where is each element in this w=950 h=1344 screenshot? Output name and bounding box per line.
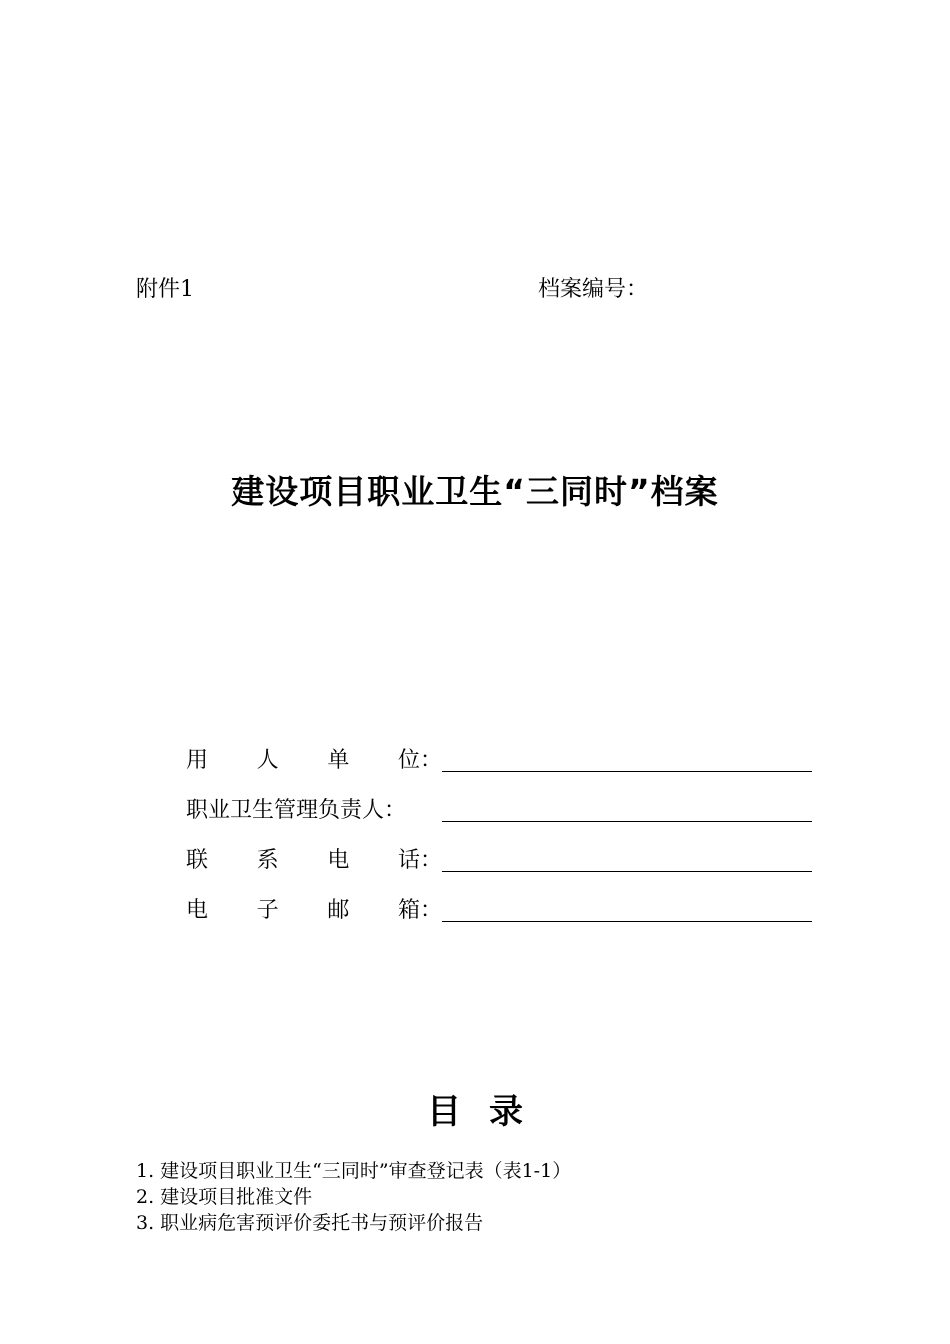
email-row — [186, 894, 442, 924]
label-char: 位： — [397, 748, 442, 773]
employer-row — [186, 744, 442, 774]
page-title: 建设项目职业卫生“三同时”档案 — [231, 472, 719, 511]
phone-row — [186, 844, 442, 874]
label-char: 子 — [256, 898, 279, 923]
label-char: 话： — [397, 848, 442, 873]
label-char: 用 — [186, 748, 209, 773]
phone-field[interactable] — [442, 870, 812, 872]
label-char: 邮 — [327, 898, 350, 923]
health-manager-field[interactable] — [442, 820, 812, 822]
email-label — [186, 893, 442, 924]
toc-item: 2. 建设项目批准文件 — [136, 1186, 313, 1208]
label-char: 单 — [327, 748, 350, 773]
label-char: 人 — [256, 748, 279, 773]
toc-title: 目录 — [427, 1092, 551, 1132]
archive-number-label: 档案编号： — [538, 277, 649, 302]
label-text: 职业卫生管理负责人： — [186, 798, 407, 823]
label-char: 系 — [256, 848, 279, 873]
phone-label — [186, 843, 442, 874]
employer-label — [186, 743, 442, 774]
employer-field[interactable] — [442, 770, 812, 772]
health-manager-row — [186, 794, 442, 824]
toc-item: 1. 建设项目职业卫生“三同时”审查登记表（表1-1） — [136, 1160, 572, 1182]
label-char: 联 — [186, 848, 209, 873]
label-char: 电 — [327, 848, 350, 873]
label-char: 箱： — [397, 898, 442, 923]
attachment-label: 附件1 — [136, 277, 194, 302]
toc-item: 3. 职业病危害预评价委托书与预评价报告 — [136, 1212, 484, 1234]
health-manager-label — [186, 793, 442, 824]
label-char: 电 — [186, 898, 209, 923]
email-field[interactable] — [442, 920, 812, 922]
